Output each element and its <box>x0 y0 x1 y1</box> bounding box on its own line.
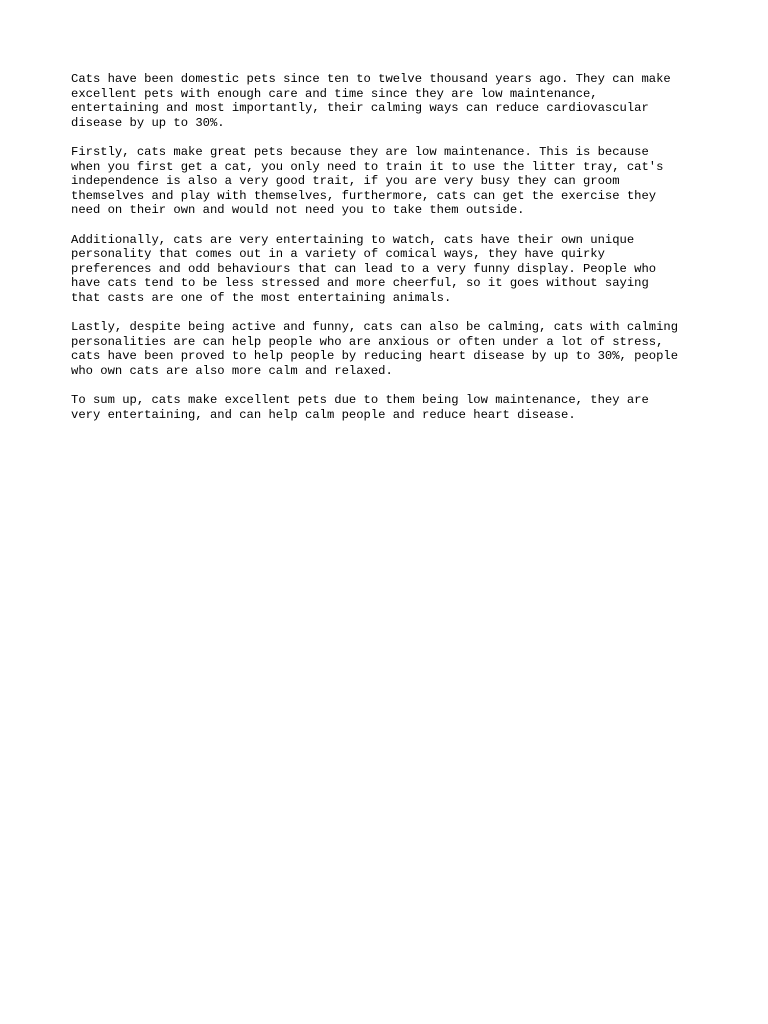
paragraph-calming: Lastly, despite being active and funny, cats can also be calming, cats with calming personalities are can help people who are anxious or often under a lot of stress, cats have been proved to help people by reducing heart disease by up to 30%, people who own cats are also more calm and relaxed. <box>71 320 679 378</box>
paragraph-conclusion: To sum up, cats make excellent pets due to them being low maintenance, they are very entertaining, and can help calm people and reduce heart disease. <box>71 393 649 422</box>
paragraph-introduction: Cats have been domestic pets since ten to twelve thousand years ago. They can make excellent pets with enough care and time since they are low maintenance, entertaining and most importantly, their calming ways can reduce cardiovascular disease by up to 30%. <box>71 72 671 130</box>
document-page <box>71 72 711 437</box>
paragraph-low-maintenance: Firstly, cats make great pets because they are low maintenance. This is because when you first get a cat, you only need to train it to use the litter tray, cat's independence is also a very good trait, if you are very busy they can groom themselves and play with themselves, furthermore, cats can get the exercise they need on their own and would not need you to take them outside. <box>71 144 664 218</box>
paragraph-entertaining: Additionally, cats are very entertaining to watch, cats have their own unique personality that comes out in a variety of comical ways, they have quirky preferences and odd behaviours that can lead to a very funny display. People who have cats tend to be less stressed and more cheerful, so it goes without saying that casts are one of the most entertaining animals. <box>71 232 657 305</box>
